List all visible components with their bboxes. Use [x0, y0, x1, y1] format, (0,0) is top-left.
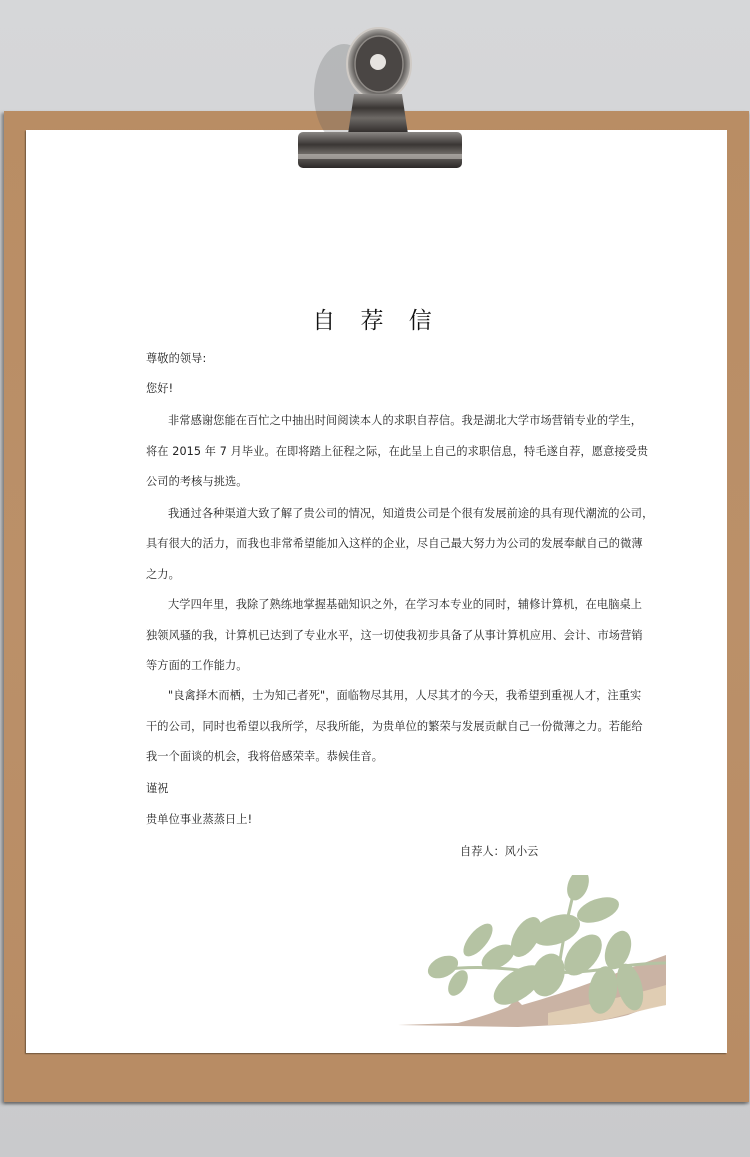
paragraph-1-line-1: 非常感谢您能在百忙之中抽出时间阅读本人的求职自荐信。我是湖北大学市场营销专业的学生， — [168, 414, 643, 427]
leafy-branch-illustration — [398, 875, 670, 1030]
paragraph-4-line-1: "良禽择木而栖，士为知己者死"，面临物尽其用，人尽其才的今天，我希望到重视人才，注重实 — [168, 689, 642, 702]
letter-paper — [26, 130, 727, 1053]
closing-line-2: 贵单位事业蒸蒸日上! — [146, 813, 253, 826]
paragraph-3-line-1: 大学四年里，我除了熟练地掌握基础知识之外，在学习本专业的同时，辅修计算机，在电脑桌上 — [168, 598, 643, 611]
greeting: 您好! — [146, 382, 174, 395]
letter-title: 自 荐 信 — [312, 308, 441, 334]
paragraph-4-line-2: 干的公司，同时也希望以我所学，尽我所能，为贵单位的繁荣与发展贡献自己一份微薄之力。若能给 — [146, 720, 643, 733]
paragraph-2-line-2: 具有很大的活力，而我也非常希望能加入这样的企业，尽自己最大努力为公司的发展奉献自己的微薄 — [146, 537, 643, 550]
paragraph-1-line-2: 将在 2015 年 7 月毕业。在即将踏上征程之际，在此呈上自己的求职信息，特毛遂自荐，愿意接受贵 — [146, 445, 649, 458]
paragraph-3-line-2: 独领风骚的我，计算机已达到了专业水平，这一切使我初步具备了从事计算机应用、会计、市场营销 — [146, 629, 643, 642]
salutation: 尊敬的领导: — [146, 352, 207, 365]
clipboard-board — [4, 111, 749, 1102]
paragraph-3-line-3: 等方面的工作能力。 — [146, 659, 248, 672]
paragraph-2-line-1: 我通过各种渠道大致了解了贵公司的情况，知道贵公司是个很有发展前途的具有现代潮流的公司， — [168, 507, 654, 520]
paragraph-4-line-3: 我一个面谈的机会，我将倍感荣幸。恭候佳音。 — [146, 750, 384, 763]
closing-line-1: 谨祝 — [146, 782, 169, 795]
paragraph-1-line-3: 公司的考核与挑选。 — [146, 475, 248, 488]
signature: 自荐人：风小云 — [460, 845, 539, 858]
paragraph-2-line-3: 之力。 — [146, 568, 180, 581]
binder-clip-icon — [284, 24, 464, 174]
